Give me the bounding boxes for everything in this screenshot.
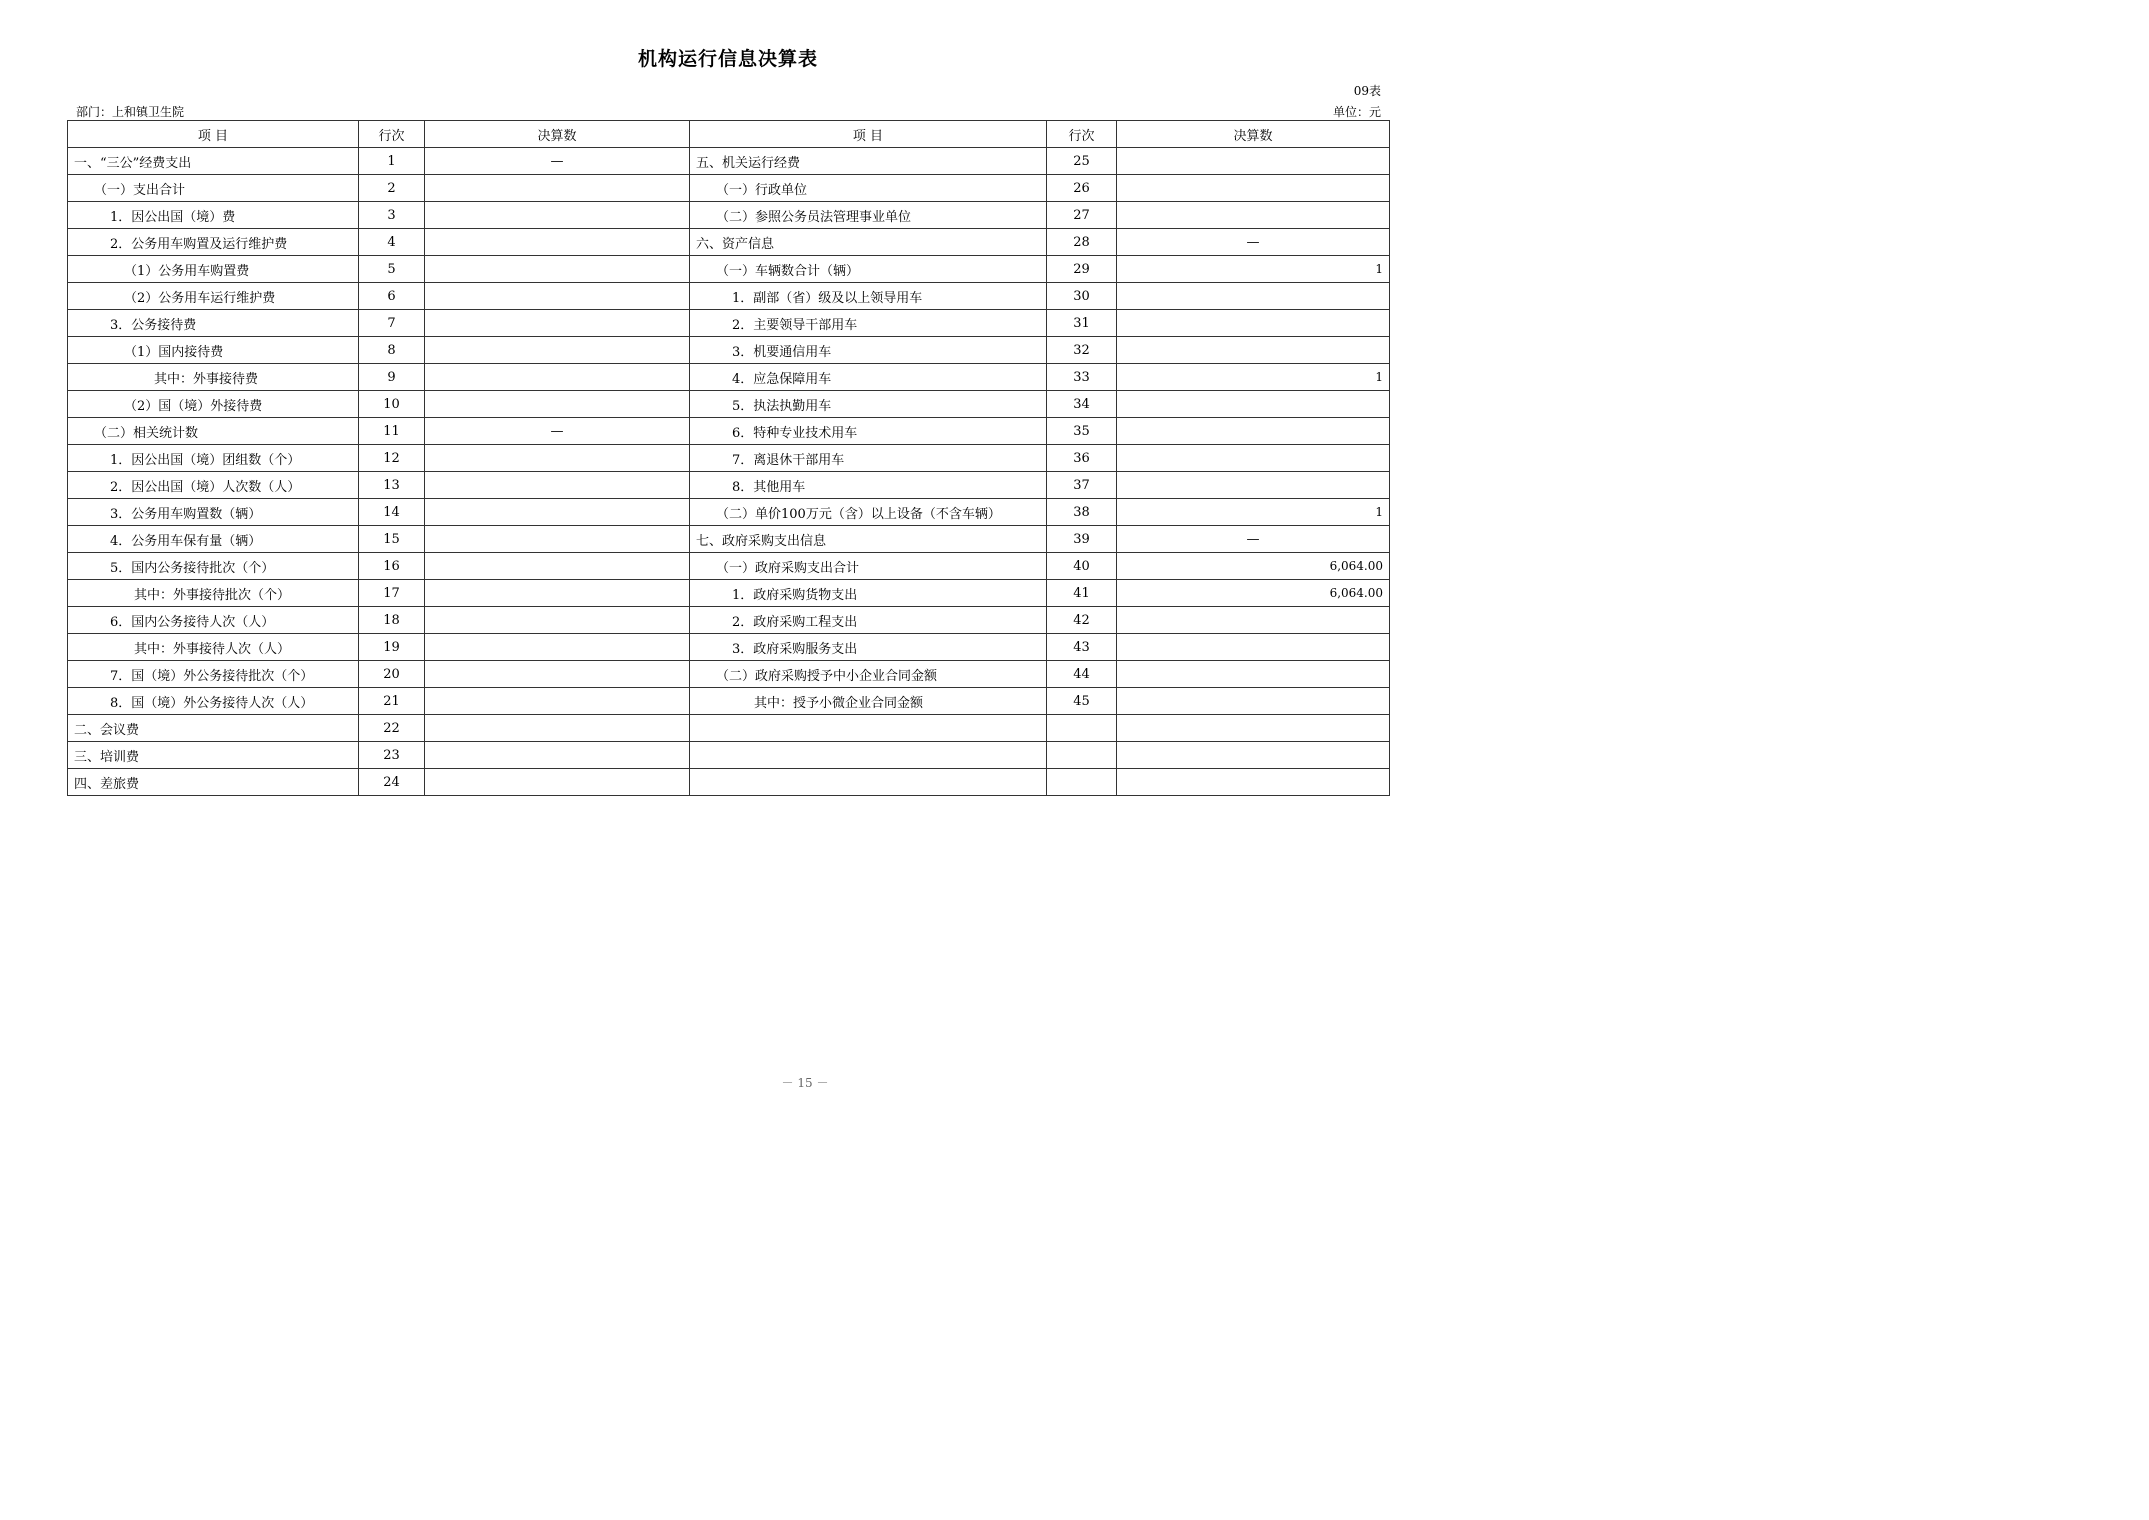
- left-value: [425, 175, 690, 202]
- left-row-no: 8: [359, 337, 425, 364]
- left-value: —: [425, 418, 690, 445]
- left-value: [425, 499, 690, 526]
- unit-label: 单位：元: [1332, 105, 1381, 119]
- right-value: [1117, 418, 1390, 445]
- left-value: [425, 742, 690, 769]
- right-row-no: 26: [1047, 175, 1117, 202]
- left-value: [425, 202, 690, 229]
- right-value: [1117, 607, 1390, 634]
- right-row-no: 45: [1047, 688, 1117, 715]
- right-item: （二）政府采购授予中小企业合同金额: [690, 661, 1047, 688]
- header-row-no-right: 行次: [1047, 121, 1117, 148]
- right-item: 5．执法执勤用车: [690, 391, 1047, 418]
- right-item: 六、资产信息: [690, 229, 1047, 256]
- table-row: [68, 310, 1390, 337]
- table-row: [68, 472, 1390, 499]
- left-value: [425, 445, 690, 472]
- right-row-no: 25: [1047, 148, 1117, 175]
- right-row-no: 32: [1047, 337, 1117, 364]
- right-row-no: 30: [1047, 283, 1117, 310]
- operations-table: [67, 120, 1390, 796]
- table-row: [68, 148, 1390, 175]
- table-row: [68, 229, 1390, 256]
- table-row: [68, 337, 1390, 364]
- right-item: （二）单价100万元（含）以上设备（不含车辆）: [690, 499, 1047, 526]
- right-row-no: 36: [1047, 445, 1117, 472]
- table-row: [68, 769, 1390, 796]
- left-value: [425, 769, 690, 796]
- right-item: 6．特种专业技术用车: [690, 418, 1047, 445]
- right-value: [1117, 634, 1390, 661]
- right-item: 其中：授予小微企业合同金额: [690, 688, 1047, 715]
- left-row-no: 13: [359, 472, 425, 499]
- right-row-no: 43: [1047, 634, 1117, 661]
- left-row-no: 7: [359, 310, 425, 337]
- header-item-right: 项 目: [690, 121, 1047, 148]
- table-row: [68, 445, 1390, 472]
- left-item: 2．因公出国（境）人次数（人）: [68, 472, 359, 499]
- header-amount-left: 决算数: [425, 121, 690, 148]
- left-value: [425, 688, 690, 715]
- left-item: 3．公务用车购置数（辆）: [68, 499, 359, 526]
- right-row-no: 35: [1047, 418, 1117, 445]
- left-item: 5．国内公务接待批次（个）: [68, 553, 359, 580]
- table-row: [68, 634, 1390, 661]
- left-row-no: 1: [359, 148, 425, 175]
- right-row-no: 44: [1047, 661, 1117, 688]
- left-value: —: [425, 148, 690, 175]
- right-item: [690, 769, 1047, 796]
- right-value: [1117, 310, 1390, 337]
- left-item: 6．国内公务接待人次（人）: [68, 607, 359, 634]
- left-value: [425, 472, 690, 499]
- left-row-no: 18: [359, 607, 425, 634]
- left-row-no: 2: [359, 175, 425, 202]
- left-value: [425, 607, 690, 634]
- left-row-no: 19: [359, 634, 425, 661]
- left-row-no: 14: [359, 499, 425, 526]
- right-value: [1117, 202, 1390, 229]
- table-row: [68, 742, 1390, 769]
- right-value: [1117, 337, 1390, 364]
- left-value: [425, 364, 690, 391]
- right-row-no: [1047, 742, 1117, 769]
- right-value: [1117, 148, 1390, 175]
- right-value: 1: [1117, 256, 1390, 283]
- right-value: 1: [1117, 499, 1390, 526]
- header-item-left: 项 目: [68, 121, 359, 148]
- left-row-no: 11: [359, 418, 425, 445]
- left-value: [425, 337, 690, 364]
- left-item: （1）国内接待费: [68, 337, 359, 364]
- left-row-no: 21: [359, 688, 425, 715]
- left-item: 其中：外事接待批次（个）: [68, 580, 359, 607]
- right-value: [1117, 715, 1390, 742]
- right-row-no: 38: [1047, 499, 1117, 526]
- table-row: [68, 553, 1390, 580]
- right-row-no: 29: [1047, 256, 1117, 283]
- left-row-no: 17: [359, 580, 425, 607]
- left-row-no: 6: [359, 283, 425, 310]
- right-item: 3．政府采购服务支出: [690, 634, 1047, 661]
- table-row: [68, 580, 1390, 607]
- right-item: 7．离退休干部用车: [690, 445, 1047, 472]
- page-title: 机构运行信息决算表: [637, 48, 818, 70]
- right-value: [1117, 283, 1390, 310]
- right-row-no: 40: [1047, 553, 1117, 580]
- left-item: 3．公务接待费: [68, 310, 359, 337]
- table-row: [68, 526, 1390, 553]
- table-row: [68, 661, 1390, 688]
- right-row-no: 41: [1047, 580, 1117, 607]
- table-row: [68, 256, 1390, 283]
- left-item: 7．国（境）外公务接待批次（个）: [68, 661, 359, 688]
- left-item: （2）公务用车运行维护费: [68, 283, 359, 310]
- right-value: [1117, 472, 1390, 499]
- left-item: 8．国（境）外公务接待人次（人）: [68, 688, 359, 715]
- right-row-no: 31: [1047, 310, 1117, 337]
- left-item: 四、差旅费: [68, 769, 359, 796]
- left-row-no: 23: [359, 742, 425, 769]
- left-value: [425, 229, 690, 256]
- right-value: [1117, 175, 1390, 202]
- left-row-no: 10: [359, 391, 425, 418]
- right-item: 8．其他用车: [690, 472, 1047, 499]
- right-value: [1117, 688, 1390, 715]
- page-number: － 15 －: [781, 1076, 829, 1090]
- right-item: [690, 715, 1047, 742]
- right-row-no: [1047, 715, 1117, 742]
- left-row-no: 24: [359, 769, 425, 796]
- table-row: [68, 418, 1390, 445]
- table-row: [68, 499, 1390, 526]
- right-row-no: 42: [1047, 607, 1117, 634]
- left-row-no: 15: [359, 526, 425, 553]
- left-item: 其中：外事接待人次（人）: [68, 634, 359, 661]
- right-value: 6,064.00: [1117, 580, 1390, 607]
- right-item: 2．主要领导干部用车: [690, 310, 1047, 337]
- left-value: [425, 391, 690, 418]
- right-value: —: [1117, 526, 1390, 553]
- right-item: 七、政府采购支出信息: [690, 526, 1047, 553]
- left-row-no: 12: [359, 445, 425, 472]
- table-row: [68, 202, 1390, 229]
- left-value: [425, 661, 690, 688]
- right-row-no: 34: [1047, 391, 1117, 418]
- right-row-no: 28: [1047, 229, 1117, 256]
- left-item: 1．因公出国（境）费: [68, 202, 359, 229]
- right-value: 6,064.00: [1117, 553, 1390, 580]
- left-row-no: 4: [359, 229, 425, 256]
- table-row: [68, 175, 1390, 202]
- left-item: （一）支出合计: [68, 175, 359, 202]
- right-row-no: 27: [1047, 202, 1117, 229]
- left-item: 二、会议费: [68, 715, 359, 742]
- right-value: [1117, 445, 1390, 472]
- right-row-no: 37: [1047, 472, 1117, 499]
- left-item: （二）相关统计数: [68, 418, 359, 445]
- table-row: [68, 391, 1390, 418]
- right-item: 2．政府采购工程支出: [690, 607, 1047, 634]
- left-value: [425, 553, 690, 580]
- header-row-no-left: 行次: [359, 121, 425, 148]
- left-row-no: 3: [359, 202, 425, 229]
- left-item: 2．公务用车购置及运行维护费: [68, 229, 359, 256]
- header-amount-right: 决算数: [1117, 121, 1390, 148]
- table-row: [68, 715, 1390, 742]
- left-row-no: 20: [359, 661, 425, 688]
- left-row-no: 9: [359, 364, 425, 391]
- right-item: （一）车辆数合计（辆）: [690, 256, 1047, 283]
- right-item: 3．机要通信用车: [690, 337, 1047, 364]
- right-row-no: 33: [1047, 364, 1117, 391]
- department-label: 部门：上和镇卫生院: [76, 105, 185, 119]
- left-value: [425, 580, 690, 607]
- left-value: [425, 256, 690, 283]
- right-value: 1: [1117, 364, 1390, 391]
- right-value: [1117, 769, 1390, 796]
- table-row: [68, 283, 1390, 310]
- left-value: [425, 634, 690, 661]
- right-row-no: 39: [1047, 526, 1117, 553]
- left-row-no: 22: [359, 715, 425, 742]
- right-item: 1．政府采购货物支出: [690, 580, 1047, 607]
- right-item: （一）行政单位: [690, 175, 1047, 202]
- right-item: （一）政府采购支出合计: [690, 553, 1047, 580]
- right-value: [1117, 391, 1390, 418]
- left-value: [425, 283, 690, 310]
- left-value: [425, 310, 690, 337]
- left-item: （1）公务用车购置费: [68, 256, 359, 283]
- left-value: [425, 526, 690, 553]
- table-row: [68, 688, 1390, 715]
- right-value: —: [1117, 229, 1390, 256]
- table-row: [68, 364, 1390, 391]
- left-item: 三、培训费: [68, 742, 359, 769]
- left-item: 一、“三公”经费支出: [68, 148, 359, 175]
- left-item: 其中：外事接待费: [68, 364, 359, 391]
- left-value: [425, 715, 690, 742]
- left-item: 1．因公出国（境）团组数（个）: [68, 445, 359, 472]
- right-item: 1．副部（省）级及以上领导用车: [690, 283, 1047, 310]
- right-row-no: [1047, 769, 1117, 796]
- left-row-no: 5: [359, 256, 425, 283]
- right-item: [690, 742, 1047, 769]
- table-row: [68, 607, 1390, 634]
- right-value: [1117, 742, 1390, 769]
- left-item: 4．公务用车保有量（辆）: [68, 526, 359, 553]
- right-item: 五、机关运行经费: [690, 148, 1047, 175]
- left-row-no: 16: [359, 553, 425, 580]
- form-number: 09表: [1353, 84, 1381, 98]
- right-item: 4．应急保障用车: [690, 364, 1047, 391]
- table-header-row: [68, 121, 1390, 148]
- right-value: [1117, 661, 1390, 688]
- right-item: （二）参照公务员法管理事业单位: [690, 202, 1047, 229]
- left-item: （2）国（境）外接待费: [68, 391, 359, 418]
